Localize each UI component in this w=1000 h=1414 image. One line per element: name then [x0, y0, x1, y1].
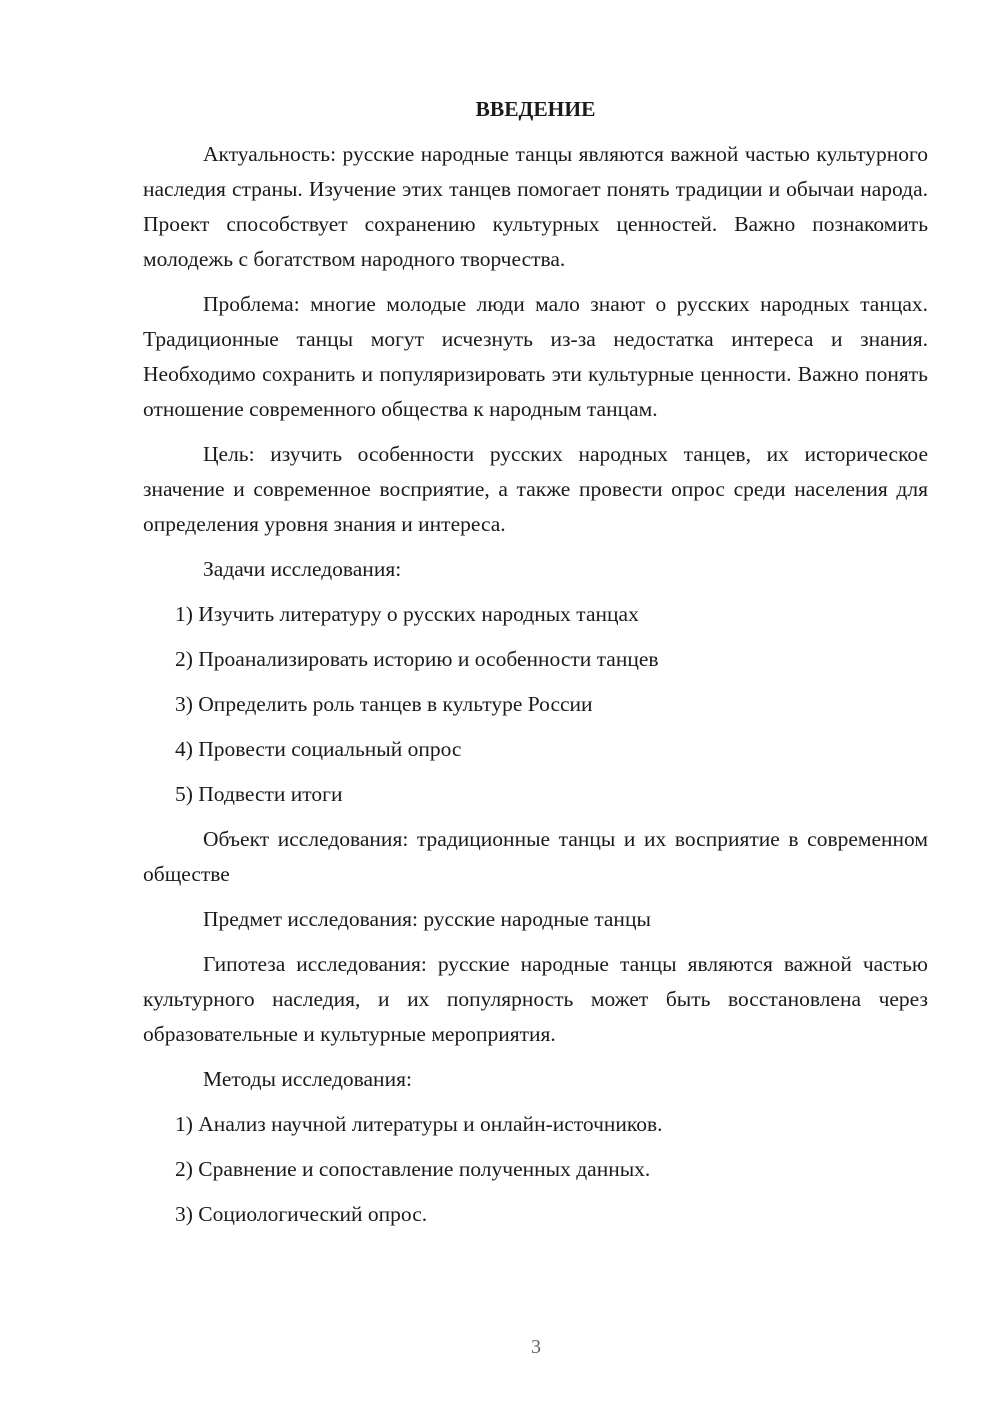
page-number: 3: [531, 1336, 541, 1358]
object-paragraph: Объект исследования: традиционные танцы и их восприятие в современном обществе: [143, 827, 928, 886]
tasks-label: Задачи исследования:: [203, 557, 402, 581]
section-heading: ВВЕДЕНИЕ: [475, 97, 596, 121]
tasks-list: [143, 597, 928, 812]
list-item: 1) Анализ научной литературы и онлайн-источников.: [175, 1112, 663, 1136]
relevance-paragraph: Актуальность: русские народные танцы являются важной частью культурного наследия страны. Изучение этих танцев помогает понять традиции и обычаи народа. Проект способствует сохранению культурных ценностей. Важно познакомить молодежь с богатством народного творчества.: [143, 142, 928, 271]
list-item: 1) Изучить литературу о русских народных танцах: [175, 602, 639, 626]
document-body: [143, 92, 928, 1242]
subject-paragraph: Предмет исследования: русские народные танцы: [203, 907, 651, 931]
list-item: 2) Сравнение и сопоставление полученных данных.: [175, 1157, 651, 1181]
methods-list: [143, 1107, 928, 1232]
methods-label: Методы исследования:: [203, 1067, 412, 1091]
list-item: 4) Провести социальный опрос: [175, 737, 462, 761]
list-item: 2) Проанализировать историю и особенности танцев: [175, 647, 659, 671]
list-item: 5) Подвести итоги: [175, 782, 343, 806]
list-item: 3) Социологический опрос.: [175, 1202, 428, 1226]
goal-paragraph: Цель: изучить особенности русских народных танцев, их историческое значение и современное восприятие, а также провести опрос среди населения для определения уровня знания и интереса.: [143, 442, 928, 536]
list-item: 3) Определить роль танцев в культуре России: [175, 692, 593, 716]
hypothesis-paragraph: Гипотеза исследования: русские народные танцы являются важной частью культурного наследия, и их популярность может быть восстановлена через образовательные и культурные мероприятия.: [143, 952, 928, 1046]
problem-paragraph: Проблема: многие молодые люди мало знают о русских народных танцах. Традиционные танцы могут исчезнуть из-за недостатка интереса и знания. Необходимо сохранить и популяризировать эти культурные ценности. Важно понять отношение современного общества к народным танцам.: [143, 292, 928, 421]
